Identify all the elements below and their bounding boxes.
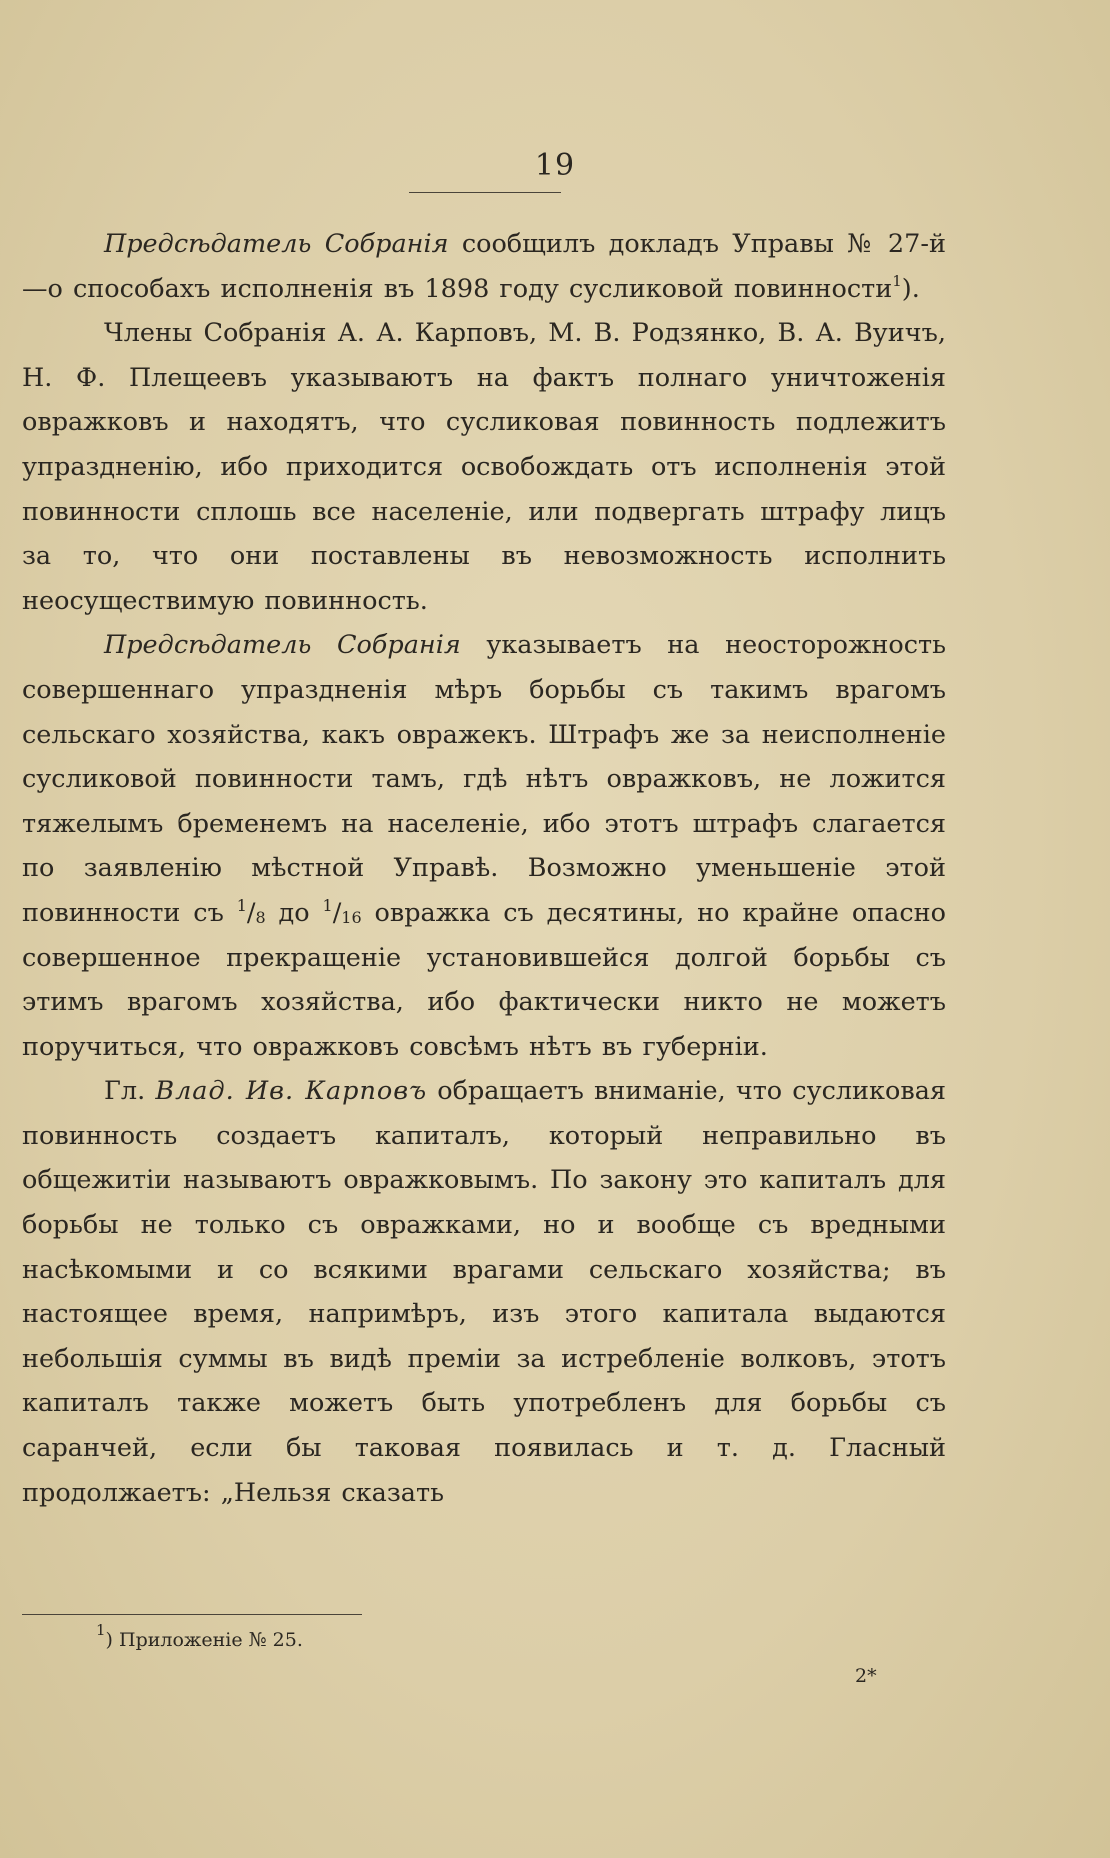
- signature-mark: 2*: [855, 1665, 877, 1687]
- fraction-numerator: 1: [236, 895, 247, 915]
- paragraph-4-text: обращаетъ вниманіе, что сусликовая повинность создаетъ капиталъ, который неправильно въ общежитіи называютъ овражковымъ. По закону это капиталъ для борьбы не только съ овражками, но и вообще съ вредными насѣкомыми и со всякими врагами сельскаго хозяйства; въ настоящее время, напримѣръ, изъ этого капитала выдаются небольшія суммы въ видѣ преміи за истребленіе волковъ, этотъ капиталъ также можетъ быть употребленъ для борьбы съ саранчей, если бы таковая появилась и т. д. Гласный продолжаетъ: „Нельзя сказать: [22, 1076, 946, 1508]
- paragraph-4-prefix: Гл.: [104, 1076, 156, 1107]
- fraction-one-eighth: $^1/_8$: [236, 895, 266, 928]
- speaker-chairman: Предсѣдатель Собранія: [104, 630, 461, 661]
- paragraph-3-text-b: до: [265, 897, 323, 928]
- paragraph-1: [22, 222, 946, 311]
- fraction-numerator: 1: [322, 895, 333, 915]
- paragraph-4: [22, 1069, 946, 1515]
- fraction-denominator: 16: [341, 907, 362, 927]
- speaker-karpov: Влад. Ив. Карповъ: [155, 1076, 428, 1107]
- footnote: [96, 1621, 303, 1655]
- footnote-text: ) Приложеніе № 25.: [105, 1629, 303, 1651]
- body-text: [22, 222, 946, 1515]
- fraction-one-sixteenth: $^1/_{16}$: [322, 895, 362, 928]
- header-rule: [409, 192, 561, 193]
- footnote-mark: 1: [96, 1621, 106, 1639]
- paragraph-3-text-c: овражка съ десятины, но крайне опасно совершенное прекращеніе установившейся долгой борьбы съ этимъ врагомъ хозяйства, ибо фактически никто не можетъ поручиться, что овражковъ совсѣмъ нѣтъ въ губерніи.: [22, 897, 946, 1062]
- speaker-chairman: Предсѣдатель Собранія: [104, 229, 449, 259]
- paragraph-1-tail: ).: [901, 273, 920, 304]
- footnote-marker: 1: [892, 271, 902, 290]
- page-number: 19: [534, 148, 576, 183]
- paragraph-2: Члены Собранія А. А. Карповъ, М. В. Родзянко, В. А. Вуичъ, Н. Ф. Плещеевъ указываютъ на фактъ полнаго уничтоженія овражковъ и находятъ, что сусликовая повинность подлежитъ упраздненію, ибо приходится освобождать отъ исполненія этой повинности сплошь все населеніе, или подвергать штрафу лицъ за то, что они поставлены въ невозможность исполнить неосуществимую повинность.: [22, 318, 946, 616]
- paragraph-3-text-a: указываетъ на неосторожность совершеннаго упраздненія мѣръ борьбы съ такимъ врагомъ сельскаго хозяйства, какъ овражекъ. Штрафъ же за неисполненіе сусликовой повинности тамъ, гдѣ нѣтъ овражковъ, не ложится тяжелымъ бременемъ на населеніе, ибо этотъ штрафъ слагается по заявленію мѣстной Управѣ. Возможно уменьшеніе этой повинности съ: [22, 630, 947, 928]
- paragraph-3: [22, 623, 946, 1069]
- footnote-rule: [22, 1614, 362, 1615]
- paragraph-1-text: сообщилъ докладъ Управы № 27-й—о способахъ исполненія въ 1898 году сусликовой повинности: [22, 229, 946, 304]
- fraction-denominator: 8: [255, 907, 266, 927]
